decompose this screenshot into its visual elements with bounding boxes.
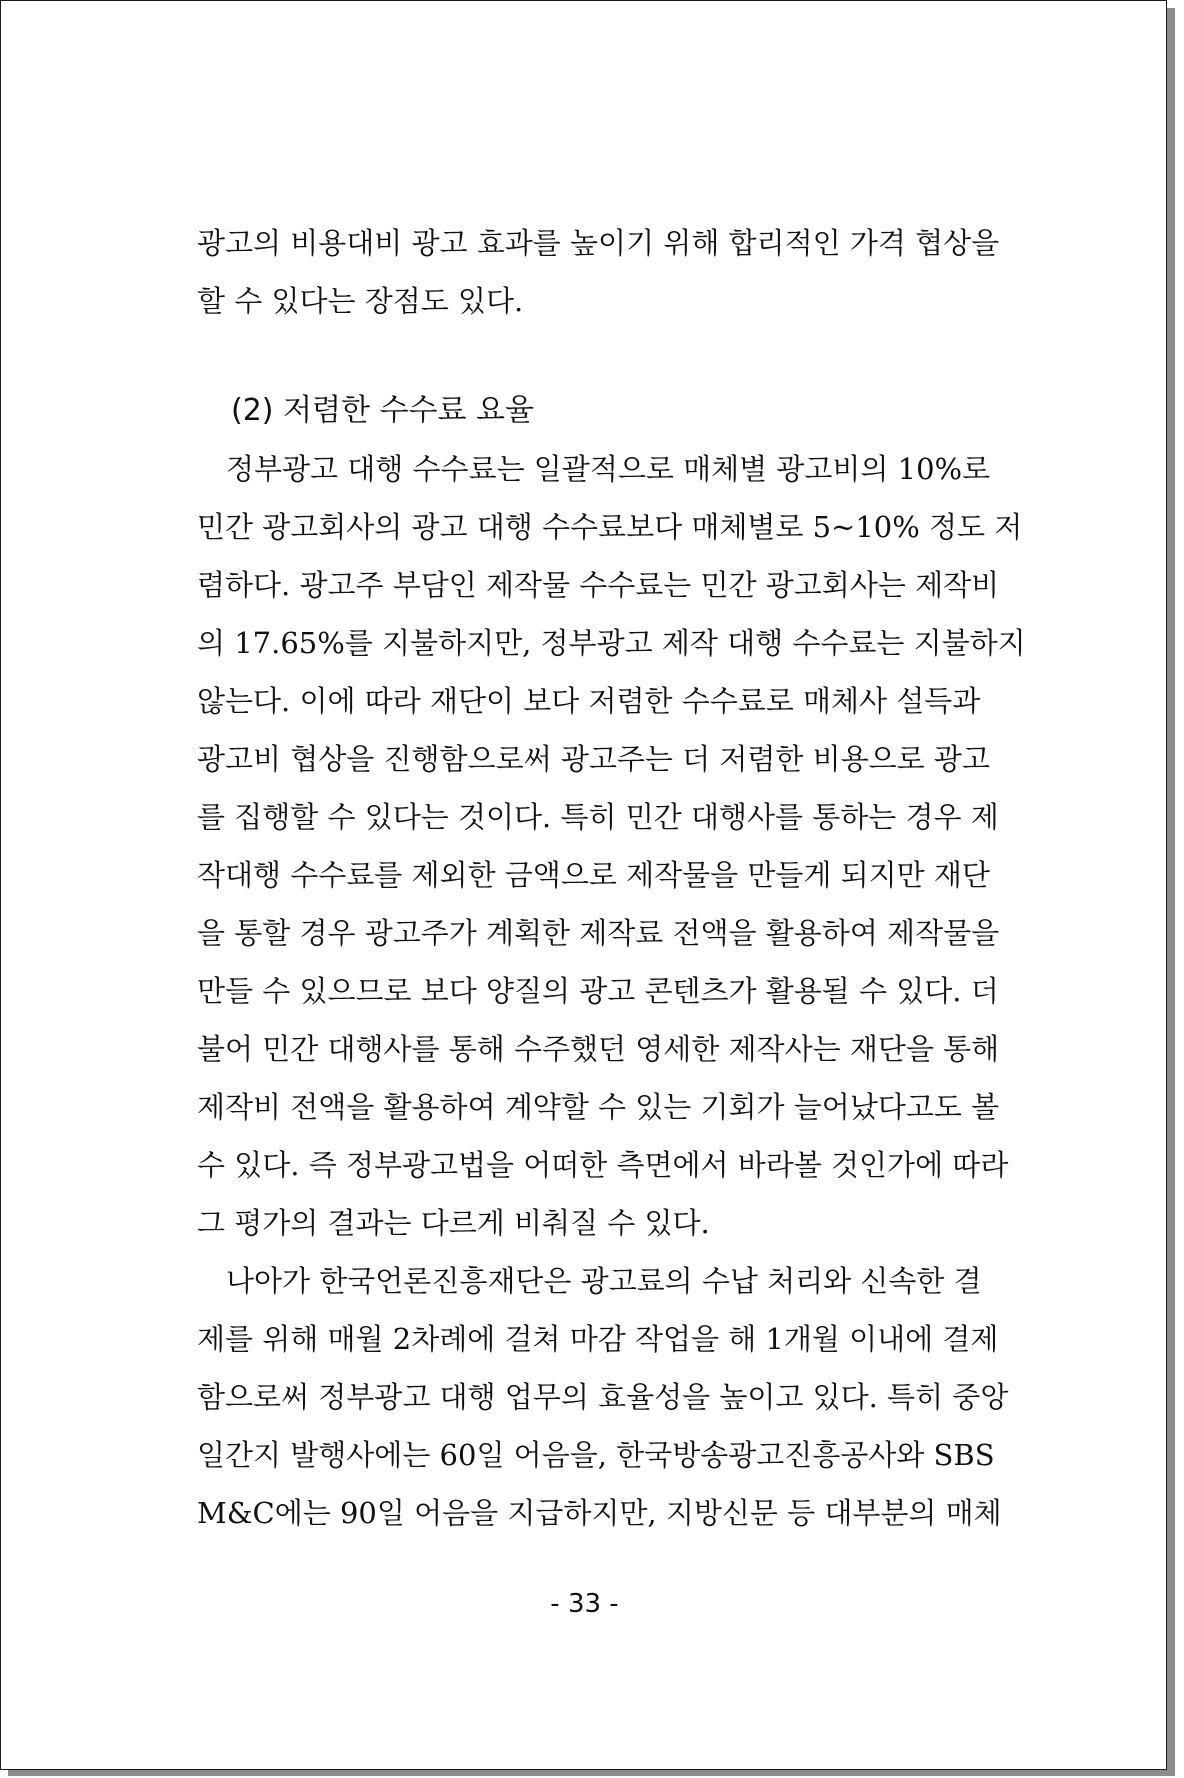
text-line: 제를 위해 매월 2차례에 걸쳐 마감 작업을 해 1개월 이내에 결제 bbox=[197, 1322, 999, 1356]
page-body bbox=[197, 214, 1026, 1542]
text-line: 수 있다. 즉 정부광고법을 어떠한 측면에서 바라볼 것인가에 따라 bbox=[197, 1148, 1009, 1182]
section-heading: (2) 저렴한 수수료 요율 bbox=[231, 393, 534, 428]
text-line: 않는다. 이에 따라 재단이 보다 저렴한 수수료로 매체사 설득과 bbox=[197, 684, 981, 718]
page-shadow-bottom bbox=[8, 1770, 1175, 1776]
text-line: M&C에는 90일 어음을 지급하지만, 지방신문 등 대부분의 매체 bbox=[197, 1496, 1002, 1530]
text-line: 의 17.65%를 지불하지만, 정부광고 제작 대행 수수료는 지불하지 bbox=[197, 626, 1026, 660]
intro-paragraph bbox=[197, 214, 1000, 330]
text-line: 광고비 협상을 진행함으로써 광고주는 더 저렴한 비용으로 광고 bbox=[197, 742, 990, 776]
page-shadow-right bbox=[1167, 8, 1175, 1774]
text-line: 함으로써 정부광고 대행 업무의 효율성을 높이고 있다. 특히 중앙 bbox=[197, 1380, 1009, 1414]
text-line: 렴하다. 광고주 부담인 제작물 수수료는 민간 광고회사는 제작비 bbox=[197, 568, 1000, 602]
text-line: 을 통할 경우 광고주가 계획한 제작료 전액을 활용하여 제작물을 bbox=[197, 916, 1000, 950]
text-line: 정부광고 대행 수수료는 일괄적으로 매체별 광고비의 10%로 bbox=[197, 452, 991, 486]
paragraph-settlement bbox=[197, 1252, 1009, 1542]
paragraph-fee-rate bbox=[197, 440, 1026, 1252]
text-line: 제작비 전액을 활용하여 계약할 수 있는 기회가 늘어났다고도 볼 bbox=[197, 1090, 1000, 1124]
text-line: 를 집행할 수 있다는 것이다. 특히 민간 대행사를 통하는 경우 제 bbox=[197, 800, 999, 834]
text-line: 작대행 수수료를 제외한 금액으로 제작물을 만들게 되지만 재단 bbox=[197, 858, 990, 892]
text-line: 광고의 비용대비 광고 효과를 높이기 위해 합리적인 가격 협상을 bbox=[197, 226, 1000, 260]
page-number: - 33 - bbox=[550, 1589, 619, 1619]
text-line: 그 평가의 결과는 다르게 비춰질 수 있다. bbox=[197, 1206, 710, 1240]
text-line: 일간지 발행사에는 60일 어음을, 한국방송광고진흥공사와 SBS bbox=[197, 1438, 995, 1472]
text-line: 할 수 있다는 장점도 있다. bbox=[197, 284, 524, 318]
paragraph-gap bbox=[197, 330, 969, 382]
text-line: 민간 광고회사의 광고 대행 수수료보다 매체별로 5~10% 정도 저 bbox=[197, 510, 1023, 544]
text-line: 만들 수 있으므로 보다 양질의 광고 콘텐츠가 활용될 수 있다. 더 bbox=[197, 974, 999, 1008]
text-line: 나아가 한국언론진흥재단은 광고료의 수납 처리와 신속한 결 bbox=[197, 1264, 982, 1298]
text-line: 불어 민간 대행사를 통해 수주했던 영세한 제작사는 재단을 통해 bbox=[197, 1032, 1000, 1066]
